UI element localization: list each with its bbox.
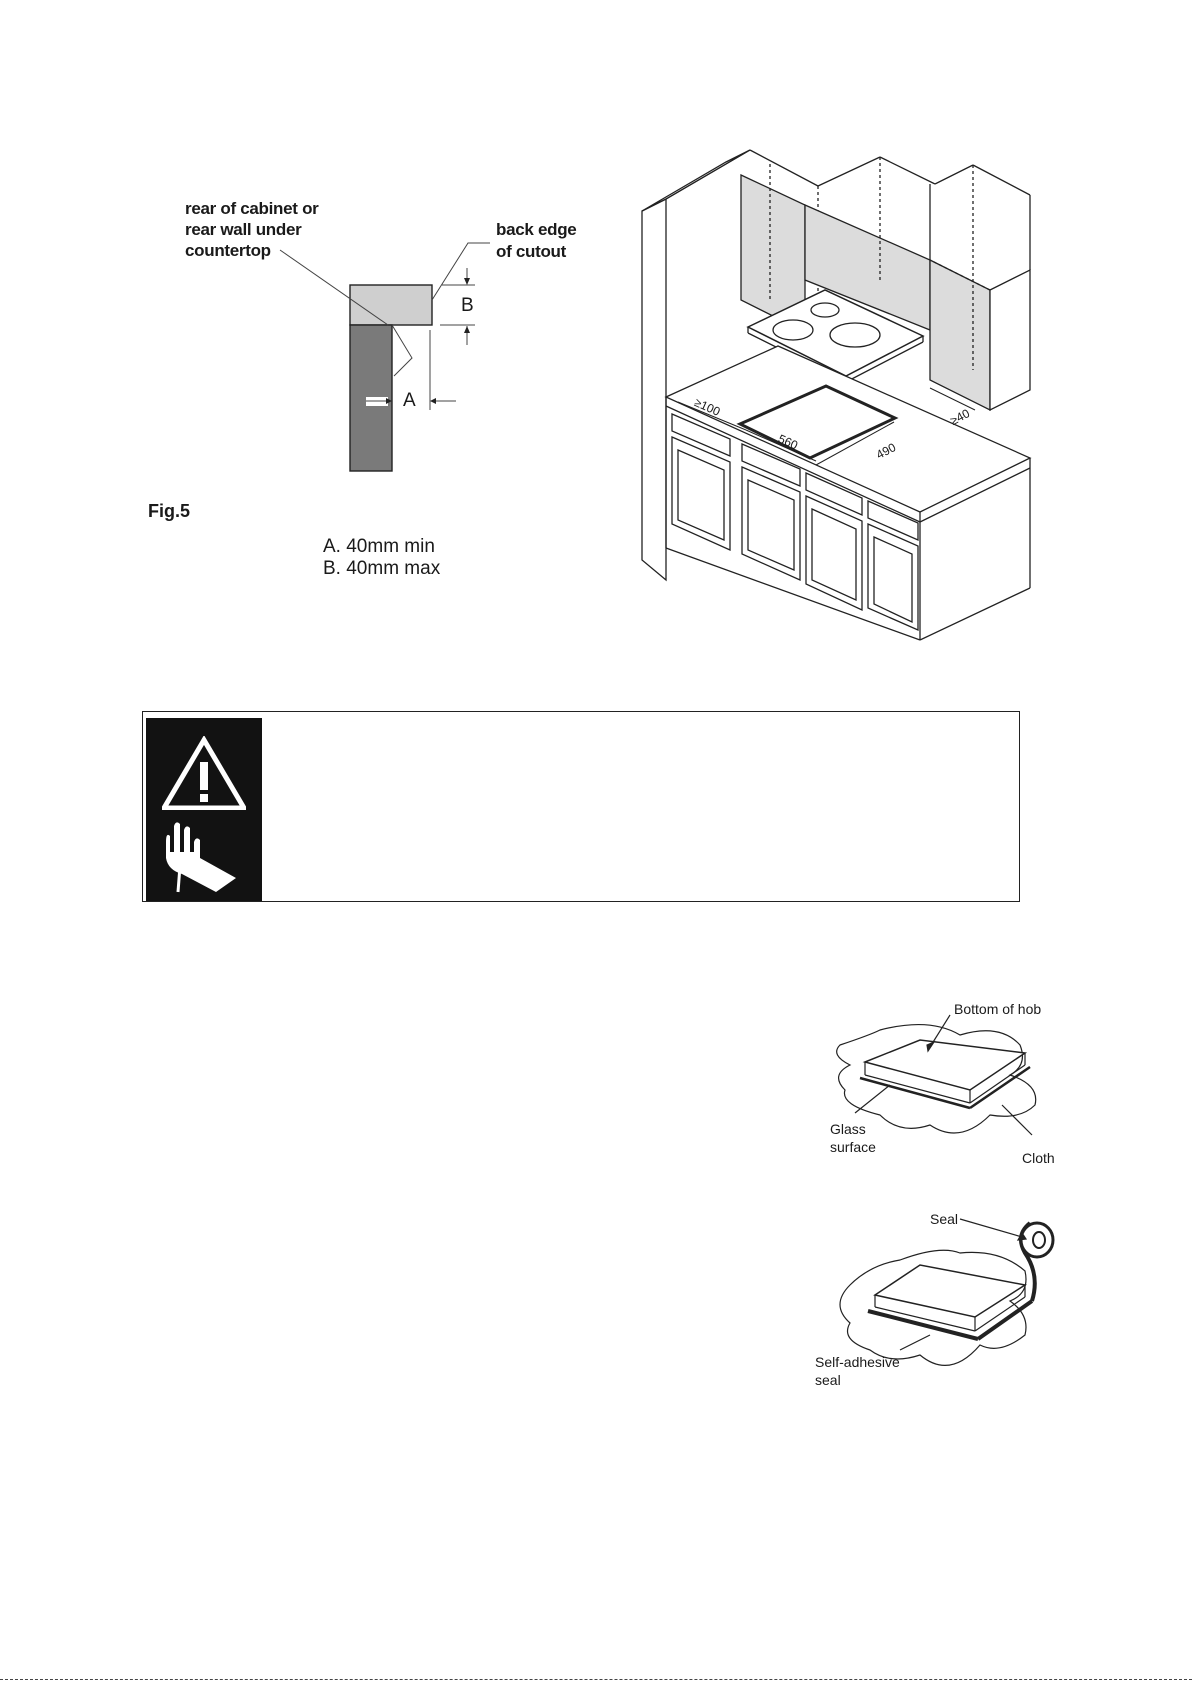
- label-rear-cabinet-2: rear wall under: [185, 220, 302, 239]
- label-glass-surface-2: surface: [830, 1139, 876, 1155]
- countertop-block: [350, 285, 432, 325]
- dim-cutout-width: 560: [776, 431, 801, 453]
- warning-icon-panel: [146, 718, 262, 901]
- label-back-edge-1: back edge: [496, 220, 577, 239]
- page-bottom-dashed-line: [0, 1679, 1192, 1680]
- label-rear-cabinet-1: rear of cabinet or: [185, 199, 319, 218]
- dim-cutout-depth: 490: [873, 440, 899, 462]
- label-cloth: Cloth: [1022, 1150, 1055, 1166]
- label-bottom-of-hob: Bottom of hob: [954, 1001, 1042, 1017]
- label-self-adhesive-2: seal: [815, 1372, 841, 1388]
- figure-title: Fig.5: [148, 501, 191, 521]
- dim-a-letter: A: [403, 390, 416, 411]
- kitchen-installation-figure: [630, 140, 1050, 645]
- dim-b-letter: B: [461, 295, 474, 316]
- cut-hand-icon: [156, 822, 252, 898]
- label-rear-cabinet-3: countertop: [185, 241, 271, 260]
- warning-triangle-icon: [162, 736, 246, 810]
- spec-b: B. 40mm max: [323, 558, 441, 579]
- label-self-adhesive-1: Self-adhesive: [815, 1354, 900, 1370]
- label-glass-surface-1: Glass: [830, 1121, 866, 1137]
- dim-left-gap: ≥100: [692, 395, 723, 419]
- dim-rear-gap: ≥40: [947, 406, 973, 428]
- warning-box: [142, 711, 1020, 902]
- seal-figure: [810, 1205, 1080, 1390]
- cutout-section-diagram: [0, 0, 640, 600]
- spec-a: A. 40mm min: [323, 536, 435, 557]
- label-back-edge-2: of cutout: [496, 242, 566, 261]
- fig5-section: [0, 0, 640, 600]
- kitchen-isometric-diagram: [630, 140, 1050, 645]
- hob-bottom-figure: [810, 995, 1070, 1170]
- label-seal: Seal: [930, 1211, 959, 1227]
